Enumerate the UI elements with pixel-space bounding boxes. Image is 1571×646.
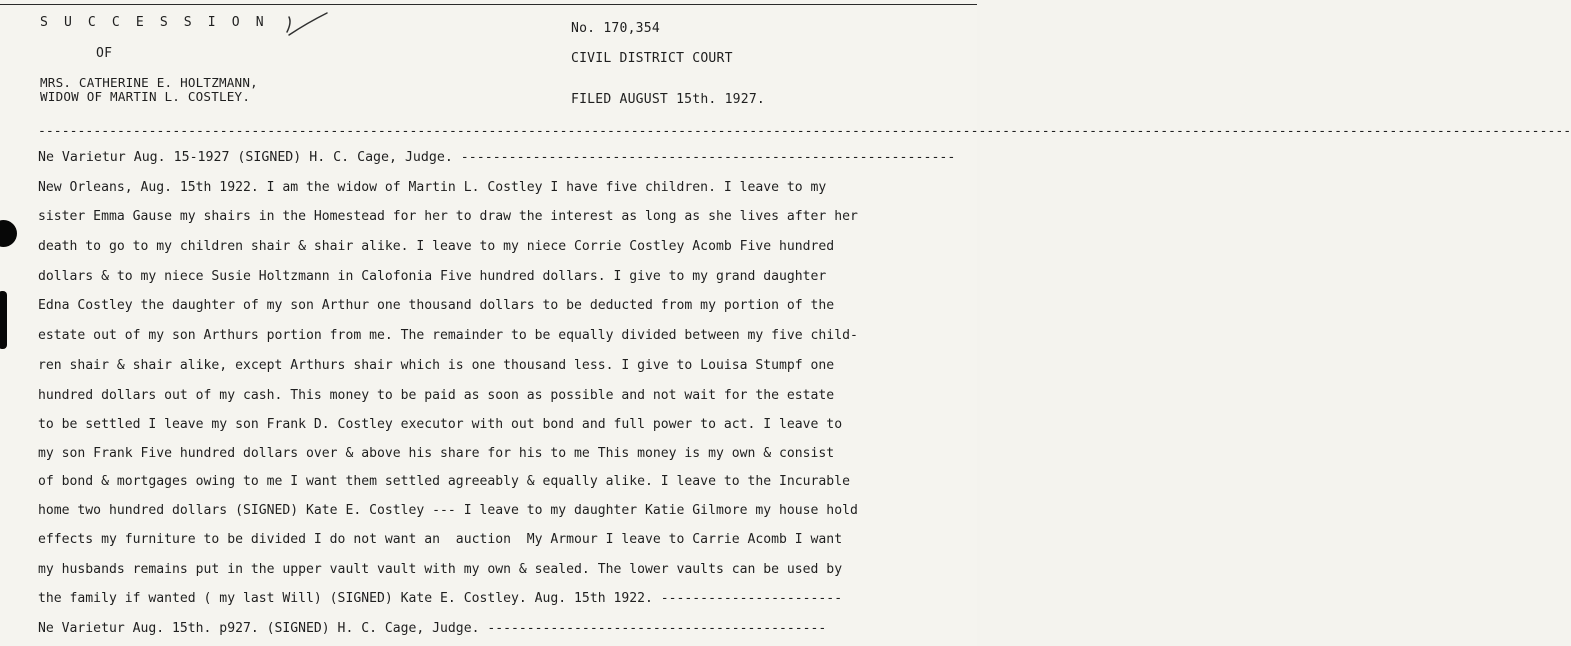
will-text-line-6: estate out of my son Arthurs portion from me. The remainder to be equally divided between my five child- (38, 328, 858, 343)
will-text-line-1: New Orleans, Aug. 15th 1922. I am the widow of Martin L. Costley I have five children. I leave to my (38, 180, 827, 195)
will-text-line-12: home two hundred dollars (SIGNED) Kate E. Costley --- I leave to my daughter Katie Gilmore my house hold (38, 503, 858, 518)
decedent-name-line-2: WIDOW OF MARTIN L. COSTLEY. (40, 89, 251, 104)
will-text-line-3: death to go to my children shair & shair alike. I leave to my niece Corrie Costley Acomb Five hundred (38, 239, 835, 254)
will-text-line-9: to be settled I leave my son Frank D. Costley executor with out bond and full power to act. I leave to (38, 417, 843, 432)
court-name: CIVIL DISTRICT COURT (571, 51, 733, 66)
ne-varietur-line-top: Ne Varietur Aug. 15-1927 (SIGNED) H. C. Cage, Judge. -------------------------------------------------------------- (38, 150, 956, 165)
will-text-line-2: sister Emma Gause my shairs in the Homestead for her to draw the interest as long as she lives after her (38, 209, 858, 224)
binder-slot (0, 291, 7, 349)
will-text-line-14: my husbands remains put in the upper vault vault with my own & sealed. The lower vaults can be used by (38, 562, 843, 577)
will-text-line-7: ren shair & shair alike, except Arthurs shair which is one thousand less. I give to Louisa Stumpf one (38, 358, 835, 373)
top-border-rule (0, 4, 977, 5)
succession-title: S U C C E S S I O N (40, 15, 268, 30)
will-text-line-10: my son Frank Five hundred dollars over & above his share for his to me This money is my own & consist (38, 446, 835, 461)
will-text-line-11: of bond & mortgages owing to me I want them settled agreeably & equally alike. I leave to the Incurable (38, 474, 850, 489)
handwritten-check-mark (285, 12, 331, 40)
will-text-line-8: hundred dollars out of my cash. This money to be paid as soon as possible and not wait for the estate (38, 388, 835, 403)
case-number: No. 170,354 (571, 21, 660, 36)
will-text-line-5: Edna Costley the daughter of my son Arthur one thousand dollars to be deducted from my portion of the (38, 298, 835, 313)
will-text-line-13: effects my furniture to be divided I do not want an auction My Armour I leave to Carrie Acomb I want (38, 532, 843, 547)
will-text-line-15: the family if wanted ( my last Will) (SIGNED) Kate E. Costley. Aug. 15th 1922. ----------------------- (38, 591, 843, 606)
of-label: OF (96, 46, 113, 61)
header-separator-dashes: -------------------------------------------------------------------------------------------------------------------------------------------------------------------------------------------------- (38, 124, 1571, 139)
will-text-line-4: dollars & to my niece Susie Holtzmann in Calofonia Five hundred dollars. I give to my grand daughter (38, 269, 827, 284)
decedent-name-line-1: MRS. CATHERINE E. HOLTZMANN, (40, 75, 258, 90)
binder-hole (0, 220, 17, 247)
ne-varietur-line-bottom: Ne Varietur Aug. 15th. p927. (SIGNED) H. C. Cage, Judge. ------------------------------------------- (38, 621, 827, 636)
filed-date: FILED AUGUST 15th. 1927. (571, 92, 765, 107)
